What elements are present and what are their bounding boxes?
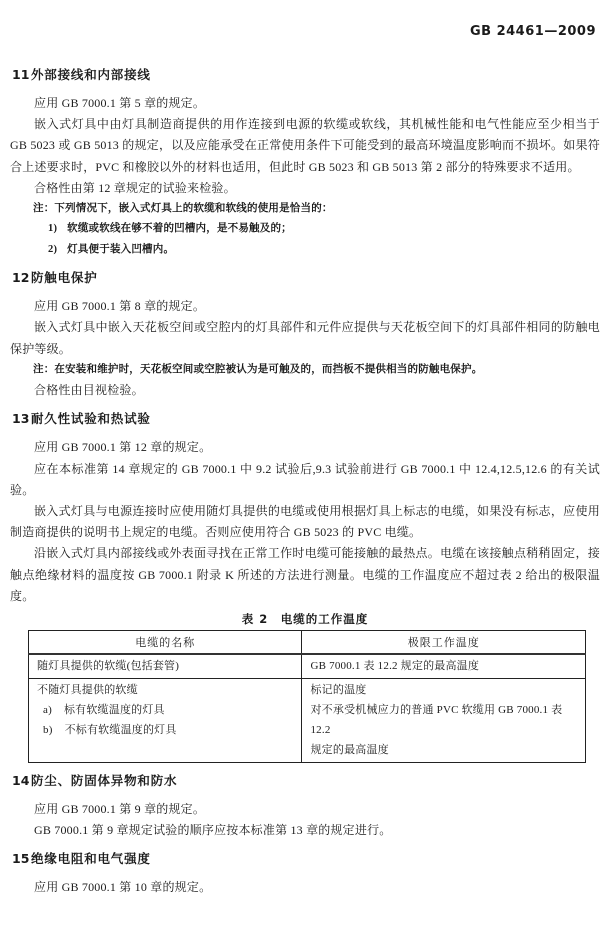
section-11-note-item-2 xyxy=(48,240,600,260)
section-14-title: 防尘、防固体异物和防水 xyxy=(31,772,178,788)
section-11-title: 外部接线和内部接线 xyxy=(31,67,151,82)
row2-temp-line1: 标记的温度 xyxy=(310,683,367,696)
row2-temp-line3: 规定的最高温度 xyxy=(310,743,389,756)
item-b-number: b) xyxy=(43,723,53,736)
section-14-heading xyxy=(12,771,600,788)
section-15-heading xyxy=(12,849,600,866)
section-13-title: 耐久性试验和热试验 xyxy=(31,411,151,427)
table-row xyxy=(29,678,586,762)
note-item-1-number: 1) xyxy=(48,223,58,235)
table-2-row1-limit-temp: GB 7000.1 表 12.2 规定的最高温度 xyxy=(302,654,586,679)
section-11-paragraph-3: 合格性由第 12 章规定的试验来检验。 xyxy=(34,180,236,195)
section-11-note-item-1 xyxy=(48,219,600,239)
table-2-row2-cable-name xyxy=(29,678,302,762)
section-12-paragraph-2: 嵌入式灯具中嵌入天花板空间或空腔内的灯具部件和元件应提供与天花板空间下的灯具部件相同的防触电保护等级。 xyxy=(10,320,600,356)
section-12-number: 12 xyxy=(12,270,30,286)
row2-cable-item-a xyxy=(37,700,293,720)
section-13-paragraph-3: 嵌入式灯具与电源连接时应使用随灯具提供的电缆或使用根据灯具上标志的电缆，如果没有标志，应使用制造商提供的说明书上规定的电缆。否则应使用符合 GB 5023 的 PVC 电缆。 xyxy=(10,504,600,540)
table-2-col2-header: 极限工作温度 xyxy=(302,631,586,654)
item-a-text: 标有软缆温度的灯具 xyxy=(63,703,165,716)
section-11-heading xyxy=(12,65,600,82)
table-2-row1-cable-name: 随灯具提供的软缆(包括套管) xyxy=(29,654,302,679)
row2-cable-item-b xyxy=(37,720,293,740)
section-12-paragraph-3: 合格性由目视检验。 xyxy=(34,383,144,398)
section-11-paragraph-2: 嵌入式灯具中由灯具制造商提供的用作连接到电源的软缆或软线，其机械性能和电气性能应至少相当于 GB 5023 或 GB 5013 的规定，以及应能承受在正常使用条件下可能受到的最高环境温度影响而不损坏。如果符合上述要求时，PVC 和橡胶以外的材料也适用，但此时 GB 5023 和 GB 5013 第 2 部分的特殊要求不适用。 xyxy=(10,117,600,174)
section-15-title: 绝缘电阻和电气强度 xyxy=(31,850,151,866)
table-2-header-row xyxy=(29,631,586,654)
table-row xyxy=(29,654,586,679)
section-11-number: 11 xyxy=(12,67,30,82)
section-15-number: 15 xyxy=(12,850,30,866)
row2-temp-line2: 对不承受机械应力的普通 PVC 软缆用 GB 7000.1 表 12.2 xyxy=(310,703,563,736)
section-12-heading xyxy=(12,268,600,285)
section-14-paragraph-2: GB 7000.1 第 9 章规定试验的顺序应按本标准第 13 章的规定进行。 xyxy=(34,822,392,837)
note-item-2-number: 2) xyxy=(48,243,58,255)
section-14-paragraph-1: 应用 GB 7000.1 第 9 章的规定。 xyxy=(34,801,206,816)
section-14-number: 14 xyxy=(12,772,30,788)
table-2 xyxy=(28,630,586,763)
section-13-heading xyxy=(12,409,600,426)
table-2-row2-limit-temp xyxy=(302,678,586,762)
item-b-text: 不标有软缆温度的灯具 xyxy=(64,723,177,736)
row2-cable-line1: 不随灯具提供的软缆 xyxy=(37,683,138,696)
section-12-note: 注：在安装和维护时，天花板空间或空腔被认为是可触及的，而挡板不提供相当的防触电保护。 xyxy=(33,363,483,375)
note-item-1-text: 软缆或软线在够不着的凹槽内，是不易触及的； xyxy=(67,223,292,235)
doc-number: GB 24461—2009 xyxy=(469,24,596,39)
section-13-paragraph-1: 应用 GB 7000.1 第 12 章的规定。 xyxy=(34,440,212,455)
section-13-paragraph-2: 应在本标准第 14 章规定的 GB 7000.1 中 9.2 试验后,9.3 试验前进行 GB 7000.1 中 12.4,12.5,12.6 的有关试验。 xyxy=(10,461,600,497)
note-item-2-text: 灯具便于装入凹槽内。 xyxy=(67,243,175,255)
section-12-paragraph-1: 应用 GB 7000.1 第 8 章的规定。 xyxy=(34,299,206,314)
section-13-number: 13 xyxy=(12,411,30,427)
section-13-paragraph-4: 沿嵌入式灯具内部接线或外表面寻找在正常工作时电缆可能接触的最热点。电缆在该接触点稍稍固定，接触点绝缘材料的温度按 GB 7000.1 附录 K 所述的方法进行测量。电缆的工作温度应不超过表 2 给出的极限温度。 xyxy=(10,546,600,603)
section-11-paragraph-1: 应用 GB 7000.1 第 5 章的规定。 xyxy=(34,96,206,110)
section-11-note: 注：下列情况下，嵌入式灯具上的软缆和软线的使用是恰当的： xyxy=(33,203,333,215)
item-a-number: a) xyxy=(43,703,52,716)
section-12-title: 防触电保护 xyxy=(31,270,98,286)
table-2-col1-header: 电缆的名称 xyxy=(29,631,302,654)
section-15-paragraph-1: 应用 GB 7000.1 第 10 章的规定。 xyxy=(34,879,212,894)
table-2-caption: 表 2 电缆的工作温度 xyxy=(241,612,369,627)
